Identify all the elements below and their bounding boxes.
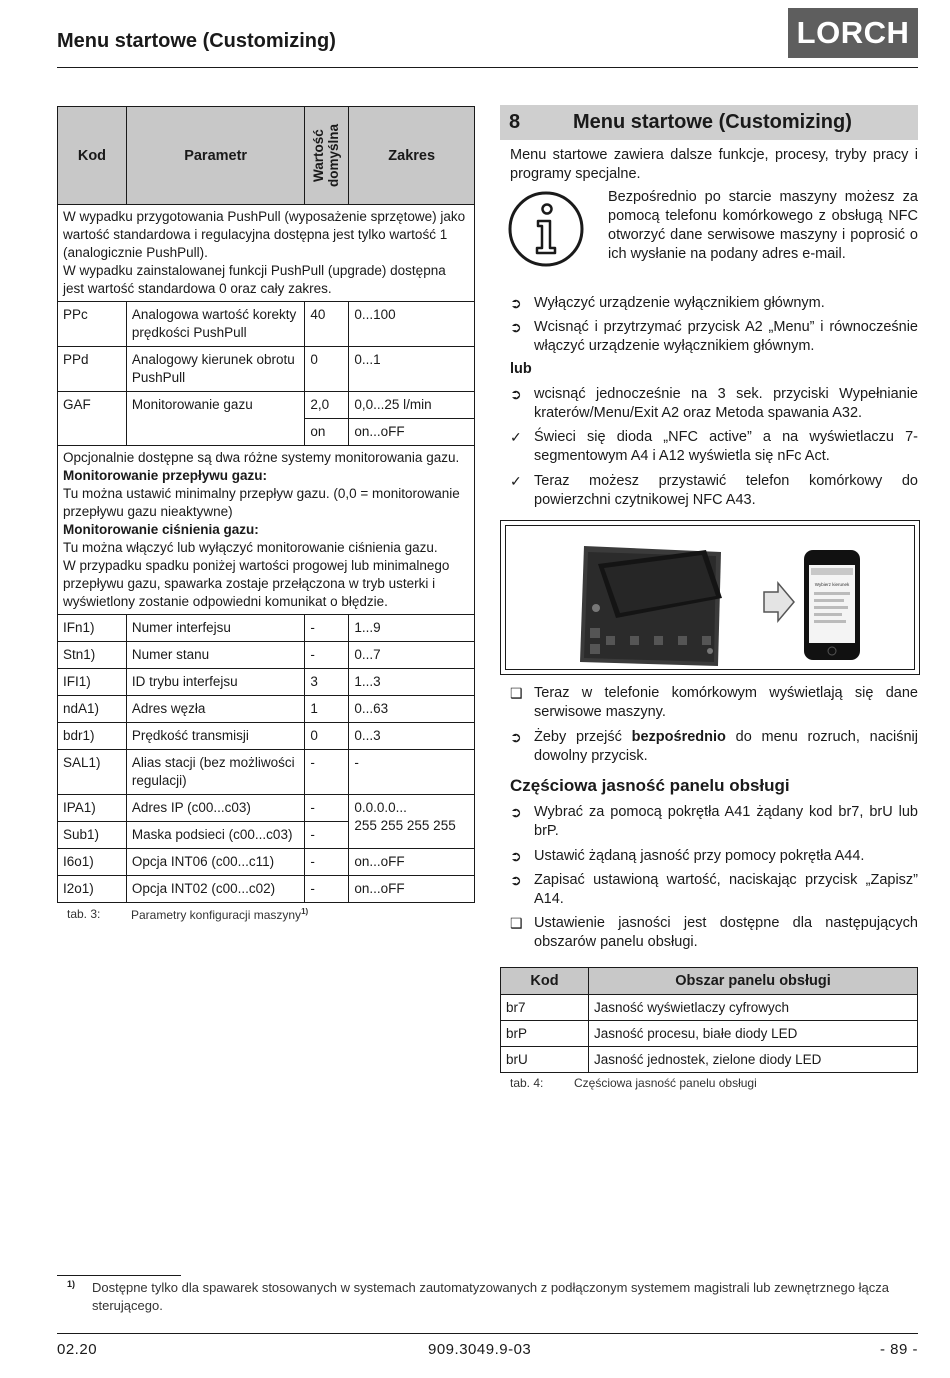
cell-kod: GAF (58, 392, 127, 446)
gas-note-line: Opcjonalnie dostępne są dwa różne systemy monitorowania gazu. (63, 450, 460, 465)
footer-page-number: - 89 - (879, 1341, 918, 1358)
checkbox-icon: ❑ (510, 915, 523, 931)
col-header-kod: Kod (58, 107, 127, 205)
cell-kod: brP (501, 1021, 589, 1047)
pushpull-note-1: W wypadku przygotowania PushPull (wyposażenie sprzętowe) jako wartość standardowa i regulacyjna dostępna jest tylko wartość 1 (analogicznie PushPull). (63, 209, 466, 260)
cell-param: Analogowy kierunek obrotu PushPull (126, 347, 305, 392)
list-item (510, 847, 918, 866)
gas-note-heading: Monitorowanie ciśnienia gazu: (63, 522, 259, 537)
nfc-illustration (506, 526, 916, 671)
cell-range: 1...9 (349, 615, 475, 642)
cell-range: on...oFF (349, 419, 475, 446)
arrow-icon: ➲ (510, 804, 522, 820)
section-number: 8 (509, 111, 521, 133)
footnote-mark: 1) (67, 1279, 76, 1289)
cell-obszar: Jasność wyświetlaczy cyfrowych (589, 995, 918, 1021)
cell-kod: Stn1) (58, 642, 127, 669)
checkbox-icon: ❑ (510, 685, 523, 701)
footer-doc-number: 909.3049.9-03 (428, 1341, 532, 1358)
cell-val: on (305, 419, 349, 446)
cell-kod: br7 (501, 995, 589, 1021)
cell-kod: I2o1) (58, 876, 127, 903)
cell-param: Opcja INT06 (c00...c11) (126, 849, 305, 876)
gas-monitoring-note (58, 446, 475, 615)
cell-kod: IFI1) (58, 669, 127, 696)
table-row (501, 995, 918, 1021)
cell-range: 0...100 (349, 302, 475, 347)
section-heading (500, 105, 918, 140)
table4-caption-num: tab. 4: (510, 1076, 544, 1090)
cell-val: - (305, 822, 349, 849)
step-direct-post: do menu rozruch, naciśnij dowolny przycisk. (534, 729, 918, 764)
cell-kod: brU (501, 1047, 589, 1073)
cell-param: Numer stanu (126, 642, 305, 669)
cell-range (349, 795, 475, 849)
table-row (58, 302, 475, 347)
col-header-zakres: Zakres (349, 107, 475, 205)
cell-val: 1 (305, 696, 349, 723)
list-item (510, 803, 918, 841)
cell-val: - (305, 849, 349, 876)
list-item (510, 684, 918, 722)
step-text: Świeci się dioda „NFC active” a na wyświetlaczu 7-segmentowym A4 i A12 wyświetla się nFc Act. (534, 429, 918, 464)
table-row (58, 615, 475, 642)
step-text: wcisnąć jednocześnie na 3 sek. przyciski Wypełnianie kraterów/Menu/Exit A2 oraz Metoda spawania A32. (534, 386, 918, 421)
gas-note-heading: Monitorowanie przepływu gazu: (63, 468, 268, 483)
table-row (58, 795, 475, 822)
cell-range: on...oFF (349, 849, 475, 876)
table-row (501, 1047, 918, 1073)
subsection-title: Częściowa jasność panelu obsługi (510, 776, 790, 795)
arrow-icon: ➲ (510, 386, 522, 402)
check-icon: ✓ (510, 429, 522, 445)
step-text (534, 728, 918, 766)
step-text: Wybrać za pomocą pokrętła A41 żądany kod br7, brU lub brP. (534, 804, 918, 839)
cell-val: - (305, 750, 349, 795)
cell-kod: Sub1) (58, 822, 127, 849)
pushpull-note (58, 205, 475, 302)
table-row (58, 723, 475, 750)
cell-obszar: Jasność jednostek, zielone diody LED (589, 1047, 918, 1073)
table-row (58, 669, 475, 696)
table3-caption-text: Parametry konfiguracji maszyny (131, 908, 302, 922)
list-item (510, 871, 918, 909)
cell-param: Opcja INT02 (c00...c02) (126, 876, 305, 903)
col-header-parametr: Parametr (126, 107, 305, 205)
table4-caption-text: Częściowa jasność panelu obsługi (574, 1076, 757, 1090)
lorch-logo: LORCH (788, 8, 918, 58)
cell-range: 0...1 (349, 347, 475, 392)
step-text: Teraz możesz przystawić telefon komórkowy do powierzchni czytnikowej NFC A43. (534, 473, 918, 508)
info-icon (507, 190, 585, 268)
list-item (510, 914, 918, 952)
table-row (501, 1021, 918, 1047)
check-icon: ✓ (510, 473, 522, 489)
table-row (58, 849, 475, 876)
page-header-title: Menu startowe (Customizing) (57, 30, 336, 52)
cell-range: 1...3 (349, 669, 475, 696)
cell-param: Prędkość transmisji (126, 723, 305, 750)
cell-val: - (305, 615, 349, 642)
ip-range-line: 0.0.0.0... (354, 800, 407, 815)
table-row (58, 392, 475, 419)
header-divider (57, 67, 918, 68)
table-row (58, 642, 475, 669)
step-text: Teraz w telefonie komórkowym wyświetlają się dane serwisowe maszyny. (534, 685, 918, 720)
col-header-kod: Kod (501, 968, 589, 995)
list-item (510, 728, 918, 766)
or-label: lub (510, 361, 532, 377)
step-text: Ustawić żądaną jasność przy pomocy pokrętła A44. (534, 848, 865, 864)
cell-param: Numer interfejsu (126, 615, 305, 642)
table3-caption-sup: 1) (301, 907, 309, 916)
section-intro: Menu startowe zawiera dalsze funkcje, procesy, tryby pracy i programy specjalne. (510, 147, 918, 182)
cell-param: Monitorowanie gazu (126, 392, 305, 446)
cell-range: 0...63 (349, 696, 475, 723)
cell-val: 2,0 (305, 392, 349, 419)
arrow-icon: ➲ (510, 872, 522, 888)
pushpull-note-2: W wypadku zainstalowanej funkcji PushPull (upgrade) dostępna jest wartość standardowa 0 oraz cały zakres. (63, 263, 446, 296)
info-note: Bezpośrednio po starcie maszyny możesz za pomocą telefonu komórkowego z obsługą NFC otworzyć dane serwisowe maszyny i poprosić o ich wysłanie na podany adres e-mail. (608, 189, 918, 262)
cell-val: - (305, 642, 349, 669)
cell-kod: PPc (58, 302, 127, 347)
cell-param: Adres IP (c00...c03) (126, 795, 305, 822)
table-row (58, 696, 475, 723)
col-header-obszar: Obszar panelu obsługi (589, 968, 918, 995)
footnote-divider (57, 1275, 181, 1276)
table-row (58, 750, 475, 795)
cell-val: 40 (305, 302, 349, 347)
footer-date: 02.20 (57, 1341, 98, 1358)
cell-param: Adres węzła (126, 696, 305, 723)
cell-param: Alias stacji (bez możliwości regulacji) (126, 750, 305, 795)
cell-kod: I6o1) (58, 849, 127, 876)
cell-range: 0,0...25 l/min (349, 392, 475, 419)
nfc-figure (500, 520, 920, 675)
footer-divider (57, 1333, 918, 1334)
col-header-wartosc-text: Wartość domyślna (310, 123, 341, 188)
cell-range: 0...3 (349, 723, 475, 750)
cell-kod: IFn1) (58, 615, 127, 642)
step-direct-pre: Żeby przejść (534, 729, 632, 745)
gas-note-line: W przypadku spadku poniżej wartości progowej lub minimalnego przepływu gazu, spawarka zostaje przełączona w tryb usterki i wyświetlony zostanie odpowiedni komunikat o błędzie. (63, 558, 450, 609)
cell-kod: bdr1) (58, 723, 127, 750)
arrow-icon: ➲ (510, 729, 522, 745)
step-text: Wcisnąć i przytrzymać przycisk A2 „Menu” i równocześnie włączyć urządzenie wyłącznikiem głównym. (534, 319, 918, 354)
arrow-icon: ➲ (510, 848, 522, 864)
list-item (510, 385, 918, 423)
gas-note-line: Tu można ustawić minimalny przepływ gazu. (0,0 = monitorowanie przepływu gazu nieaktywne) (63, 486, 460, 519)
cell-obszar: Jasność procesu, białe diody LED (589, 1021, 918, 1047)
table3-caption (131, 907, 308, 922)
cell-kod: PPd (58, 347, 127, 392)
cell-val: 0 (305, 723, 349, 750)
cell-param: ID trybu interfejsu (126, 669, 305, 696)
gas-note-line: Tu można włączyć lub wyłączyć monitorowanie ciśnienia gazu. (63, 540, 438, 555)
cell-range: on...oFF (349, 876, 475, 903)
table3-caption-num: tab. 3: (67, 907, 101, 921)
phone-screen-title: Wybierz kierunek (814, 582, 850, 587)
cell-val: - (305, 795, 349, 822)
step-text: Ustawienie jasności jest dostępne dla następujących obszarów panelu obsługi. (534, 915, 918, 950)
cell-param: Analogowa wartość korekty prędkości PushPull (126, 302, 305, 347)
arrow-icon: ➲ (510, 319, 522, 335)
cell-val: 0 (305, 347, 349, 392)
step-text: Zapisać ustawioną wartość, naciskając przycisk „Zapisz” A14. (534, 872, 918, 907)
cell-val: - (305, 876, 349, 903)
nfc-figure-frame (505, 525, 915, 670)
step-text: Wyłączyć urządzenie wyłącznikiem głównym. (534, 295, 825, 311)
col-header-wartosc (305, 107, 349, 205)
ip-range-line: 255 255 255 255 (354, 818, 456, 833)
machine-config-table (57, 106, 475, 903)
list-item (510, 318, 918, 356)
table-row (58, 876, 475, 903)
cell-kod: IPA1) (58, 795, 127, 822)
cell-range: 0...7 (349, 642, 475, 669)
footnote-text: Dostępne tylko dla spawarek stosowanych w systemach zautomatyzowanych z podłączonym systemem magistrali lub zewnętrznego łącza sterującego. (92, 1280, 889, 1313)
cell-range: - (349, 750, 475, 795)
cell-kod: SAL1) (58, 750, 127, 795)
list-item (510, 294, 918, 313)
step-direct-bold: bezpośrednio (631, 729, 726, 745)
table-row (58, 347, 475, 392)
cell-val: 3 (305, 669, 349, 696)
list-item (510, 428, 918, 466)
list-item (510, 472, 918, 510)
cell-kod: ndA1) (58, 696, 127, 723)
arrow-icon: ➲ (510, 295, 522, 311)
section-title: Menu startowe (Customizing) (573, 111, 852, 133)
brightness-table (500, 967, 918, 1073)
cell-param: Maska podsieci (c00...c03) (126, 822, 305, 849)
